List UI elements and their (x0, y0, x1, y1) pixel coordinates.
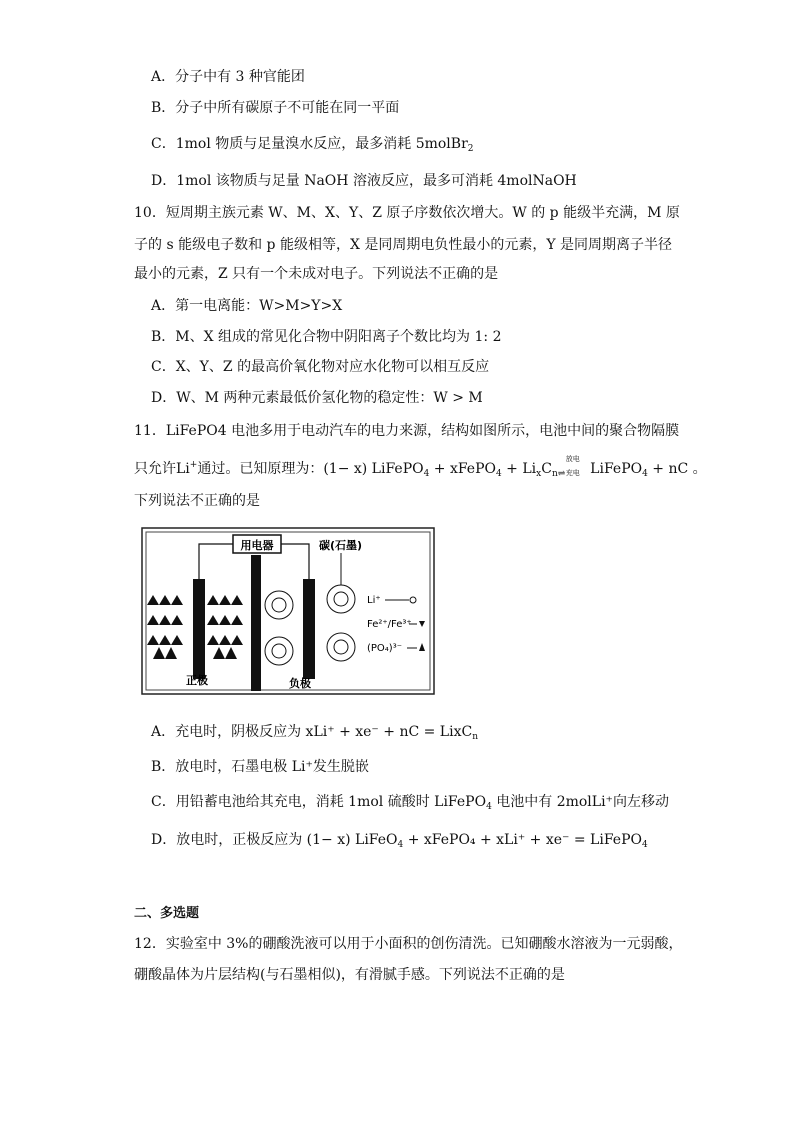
q10-option-d: D．W、M 两种元素最低价氢化物的稳定性：W > M (151, 390, 483, 406)
q10-stem-line3: 最小的元素，Z 只有一个未成对电子。下列说法不正确的是 (134, 266, 499, 282)
legend-po4: (PO₄)³⁻ (367, 643, 402, 654)
reaction-equation: (1− x) LiFePO$_4$ + xFePO$_4$ + $Li_xC_n$ 放电 ⇌ 充电 LiFePO$_4$ + nC 。 (323, 455, 707, 479)
q10-option-c: C．X、Y、Z 的最高价氧化物对应水化物可以相互反应 (151, 359, 490, 375)
q11-option-a: A．充电时，阴极反应为 xLi⁺ + xe⁻ + nC = LixC$_n$ (151, 724, 478, 742)
q11-option-c: C．用铅蓄电池给其充电，消耗 1mol 硫酸时 LiFePO$_4$ 电池中有 2molLi⁺向左移动 (151, 794, 669, 812)
reversible-arrow: 放电 ⇌ 充电 (557, 455, 580, 479)
figure-frame (142, 528, 434, 694)
q9-option-d: D．1mol 该物质与足量 NaOH 溶液反应，最多可消耗 4molNaOH (151, 173, 577, 189)
carbon-label: 碳(石墨) (319, 539, 363, 552)
positive-electrode (193, 579, 205, 679)
legend-fe: Fe²⁺/Fe³⁺ (367, 619, 412, 630)
q12-stem-line1: 12．实验室中 3%的硼酸洗液可以用于小面积的创伤清洗。已知硼酸水溶液为一元弱酸， (134, 936, 683, 952)
negative-label: 负极 (289, 677, 311, 690)
q9-option-b: B．分子中所有碳原子不可能在同一平面 (151, 100, 400, 116)
separator (251, 555, 261, 691)
q12-stem-line2: 硼酸晶体为片层结构(与石墨相似)，有滑腻手感。下列说法不正确的是 (134, 967, 565, 983)
q11-option-b: B．放电时，石墨电极 Li⁺发生脱嵌 (151, 759, 369, 775)
legend-li: Li⁺ (367, 595, 381, 606)
q10-stem-line2: 子的 s 能级电子数和 p 能级相等，X 是同周期电负性最小的元素，Y 是同周期离子半径 (134, 237, 673, 253)
q9-option-a: A．分子中有 3 种官能团 (151, 69, 305, 85)
q10-option-a: A．第一电离能：W>M>Y>X (151, 298, 343, 314)
battery-structure-figure (141, 527, 435, 695)
positive-label: 正极 (186, 674, 208, 687)
q11-stem-line2: 只允许Li+通过。已知原理为：(1− x) LiFePO$_4$ + xFePO$_4$ + $Li_xC_n$ 放电 ⇌ 充电 LiFePO$_4$ + nC 。 (134, 455, 707, 479)
section-heading: 二、多选题 (134, 906, 200, 921)
q10-option-b: B．M、X 组成的常见化合物中阴阳离子个数比均为 1: 2 (151, 329, 502, 345)
q11-stem-line1: 11．LiFePO4 电池多用于电动汽车的电力来源，结构如图所示，电池中间的聚合物隔膜 (134, 423, 680, 439)
q10-stem-line1: 10．短周期主族元素 W、M、X、Y、Z 原子序数依次增大。W 的 p 能级半充满，M 原 (134, 205, 680, 221)
q11-stem-line3: 下列说法不正确的是 (134, 493, 260, 509)
q9-option-c: C．1mol 物质与足量溴水反应，最多消耗 5molBr$_2$ (151, 136, 474, 154)
negative-electrode (303, 579, 315, 679)
q11-option-d: D．放电时，正极反应为 (1− x) LiFeO$_4$ + xFePO₄ + xLi⁺ + xe⁻ = LiFePO$_4$ (151, 832, 648, 850)
device-label: 用电器 (240, 539, 274, 552)
